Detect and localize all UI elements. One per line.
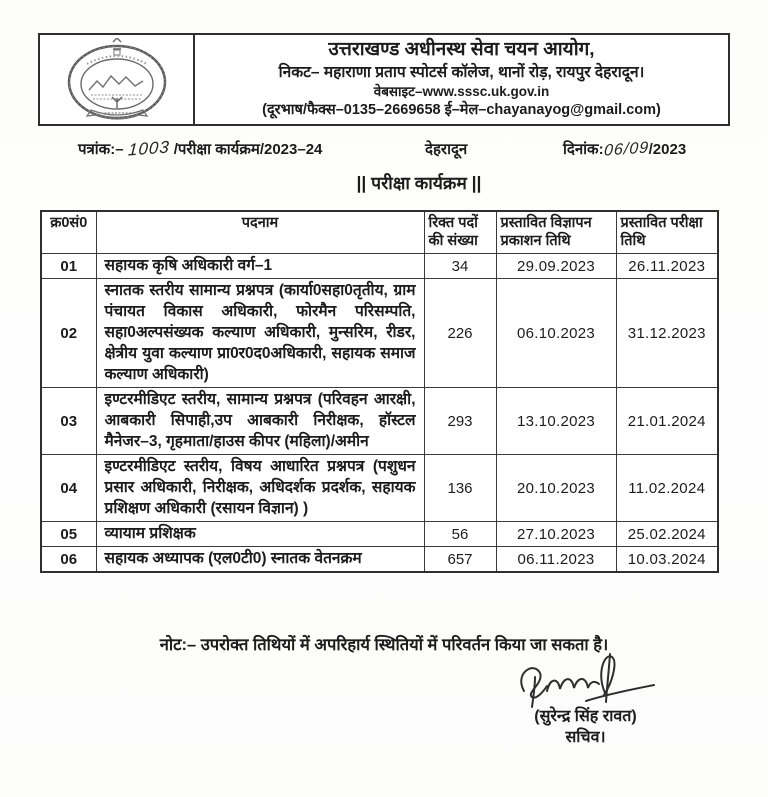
org-contact: (दूरभाष/फैक्स–0135–2669658 ई–मेल–chayanayog@gmail.com) [262, 102, 661, 118]
row-exam-date: 11.02.2024 [616, 455, 718, 522]
letter-number-handwritten: 1003 [127, 137, 171, 160]
header-exam-date: प्रस्तावित परीक्षा तिथि [616, 211, 718, 254]
row-vacancies: 226 [424, 279, 496, 388]
row-vacancies: 293 [424, 388, 496, 455]
handwritten-signature-icon [502, 647, 670, 709]
header-post: पदनाम [96, 211, 424, 254]
row-post: सहायक अध्यापक (एल0टी0) स्नातक वेतनक्रम [96, 547, 424, 573]
date-label: दिनांक: [563, 141, 604, 158]
reference-line [0, 139, 768, 163]
row-ad-date: 29.09.2023 [496, 254, 616, 279]
signatory-name: (सुरेन्द्र सिंह रावत) [534, 708, 637, 725]
table-row [41, 279, 718, 388]
row-ad-date: 27.10.2023 [496, 522, 616, 547]
signature-block [498, 647, 673, 749]
row-exam-date: 21.01.2024 [616, 388, 718, 455]
row-sno: 02 [41, 279, 96, 388]
table-row [41, 547, 718, 573]
header-vacancies: रिक्त पदों की संख्या [424, 211, 496, 254]
commission-seal-icon [65, 38, 169, 122]
letterhead-info [195, 35, 728, 124]
org-address: निकट– महाराणा प्रताप स्पोटर्स कॉलेज, थानों रोड़, रायपुर देहरादून। [278, 64, 645, 81]
row-vacancies: 657 [424, 547, 496, 573]
table-row [41, 455, 718, 522]
header-sno: क्र0सं0 [41, 211, 96, 254]
row-ad-date: 06.10.2023 [496, 279, 616, 388]
signatory-designation: सचिव। [565, 729, 606, 746]
row-vacancies: 56 [424, 522, 496, 547]
row-post: सहायक कृषि अधिकारी वर्ग–1 [96, 254, 424, 279]
row-ad-date: 20.10.2023 [496, 455, 616, 522]
date-line [563, 139, 686, 159]
row-sno: 04 [41, 455, 96, 522]
place-name: देहरादून [425, 141, 468, 158]
org-name: उत्तराखण्ड अधीनस्थ सेवा चयन आयोग, [328, 39, 595, 60]
row-sno: 06 [41, 547, 96, 573]
document-title: || परीक्षा कार्यक्रम || [356, 173, 482, 193]
row-exam-date: 26.11.2023 [616, 254, 718, 279]
row-sno: 01 [41, 254, 96, 279]
table-row [41, 522, 718, 547]
org-website: वेबसाइट–www.sssc.uk.gov.in [373, 84, 550, 99]
date-year: /2023 [648, 141, 687, 158]
table-row [41, 254, 718, 279]
row-sno: 05 [41, 522, 96, 547]
letter-number-prefix: पत्रांक:– [78, 141, 124, 158]
row-post: स्नातक स्तरीय सामान्य प्रश्नपत्र (कार्या0सहा0तृतीय, ग्राम पंचायत विकास अधिकारी, फोरमैन परिसम्पति, सहा0अल्पसंख्यक कल्याण अधिकारी, मुन्सरिम, रीडर, क्षेत्रीय युवा कल्याण प्रा0र0द0अधिकारी, सहायक समाज कल्याण अधिकारी) [96, 279, 424, 388]
table-header-row [41, 211, 718, 254]
exam-table-body [41, 254, 718, 573]
header-ad-date: प्रस्तावित विज्ञापन प्रकाशन तिथि [496, 211, 616, 254]
date-handwritten: 06/09 [603, 139, 650, 160]
row-ad-date: 13.10.2023 [496, 388, 616, 455]
note-text: नोट:– उपरोक्त तिथियों में अपरिहार्य स्थितियों में परिवर्तन किया जा सकता है। [159, 636, 609, 654]
row-exam-date: 10.03.2024 [616, 547, 718, 573]
letter-number-suffix: /परीक्षा कार्यक्रम/2023–24 [173, 141, 323, 158]
row-post: व्यायाम प्रशिक्षक [96, 522, 424, 547]
row-vacancies: 34 [424, 254, 496, 279]
row-exam-date: 25.02.2024 [616, 522, 718, 547]
row-sno: 03 [41, 388, 96, 455]
exam-schedule-table [40, 210, 719, 573]
row-ad-date: 06.11.2023 [496, 547, 616, 573]
letterhead [38, 33, 730, 126]
row-post: इण्टरमीडिएट स्तरीय, सामान्य प्रश्नपत्र (परिवहन आरक्षी, आबकारी सिपाही,उप आबकारी निरीक्षक, हॉस्टल मैनेजर–3, गृहमाता/हाउस कीपर (महिला)/अमीन [96, 388, 424, 455]
row-post: इण्टरमीडिएट स्तरीय, विषय आधारित प्रश्नपत्र (पशुधन प्रसार अधिकारी, निरीक्षक, अधिदर्शक प्रदर्शक, सहायक प्रशिक्षण अधिकारी (रसायन विज्ञान) ) [96, 455, 424, 522]
row-exam-date: 31.12.2023 [616, 279, 718, 388]
letter-number [78, 139, 322, 159]
logo-cell [40, 35, 195, 124]
row-vacancies: 136 [424, 455, 496, 522]
table-row [41, 388, 718, 455]
